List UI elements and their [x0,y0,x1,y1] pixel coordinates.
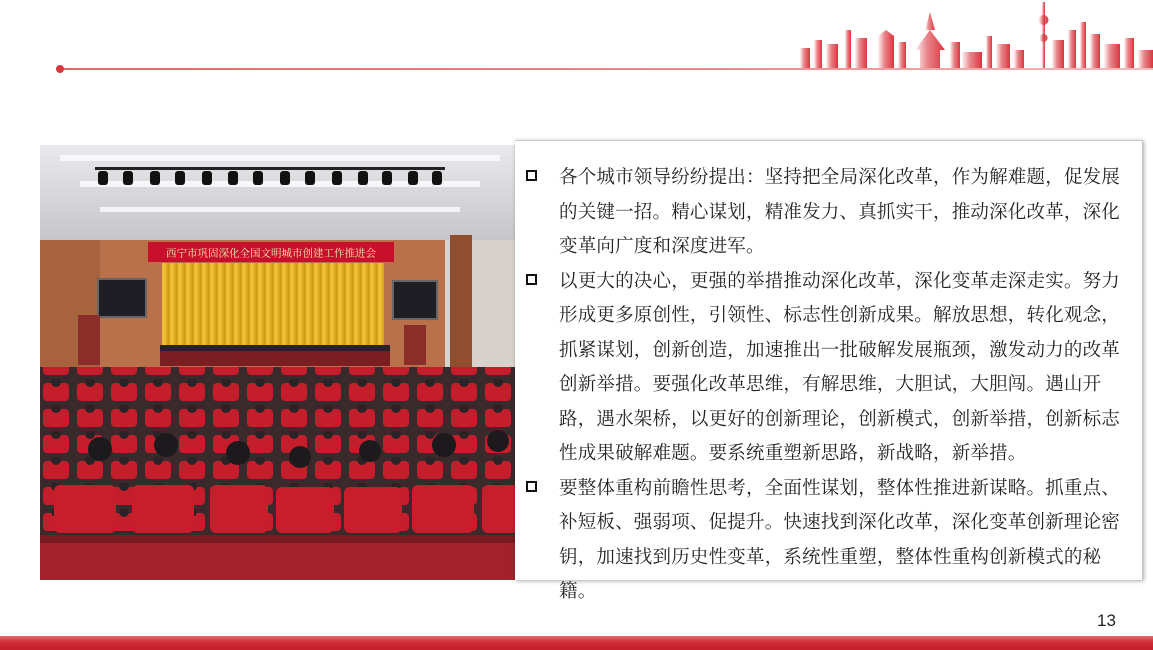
bullet-text: 要整体重构前瞻性思考，全面性谋划，整体性推进新谋略。抓重点、补短板、强弱项、促提升。快速找到深化改革，深化变革创新理论密钥，加速找到历史性变革，系统性重塑，整体性重构创新模式的秘籍。 [559,477,1121,602]
meeting-hall-photo [40,145,519,580]
square-bullet-icon [526,170,537,181]
header-divider-dot [56,65,64,73]
bullet-text: 各个城市领导纷纷提出：坚持把全局深化改革，作为解难题，促发展的关键一招。精心谋划，精准发力、真抓实干，推动深化改革，深化变革向广度和深度进军。 [559,167,1121,257]
footer-bar [0,636,1153,650]
city-skyline-decoration [790,0,1153,68]
bullet-item [523,472,1142,610]
square-bullet-icon [526,274,537,285]
bullet-item [523,265,1142,472]
square-bullet-icon [526,481,537,492]
page-number: 13 [1097,611,1116,630]
photo-banner-text: 西宁市巩固深化全国文明城市创建工作推进会 [166,247,376,260]
text-panel [515,140,1143,602]
bullet-text: 以更大的决心，更强的举措推动深化改革，深化变革走深走实。努力形成更多原创性，引领性、标志性创新成果。解放思想，转化观念，抓紧谋划，创新创造，加速推出一批破解发展瓶颈，激发动力的改革创新举措。要强化改革思维，有解思维，大胆试，大胆闯。遇山开路，遇水架桥，以更好的创新理论，创新模式，创新举措，创新标志性成果破解难题。要系统重塑新思路，新战略，新举措。 [559,270,1121,464]
bullet-item [523,161,1142,265]
header-divider-line [60,68,1153,70]
